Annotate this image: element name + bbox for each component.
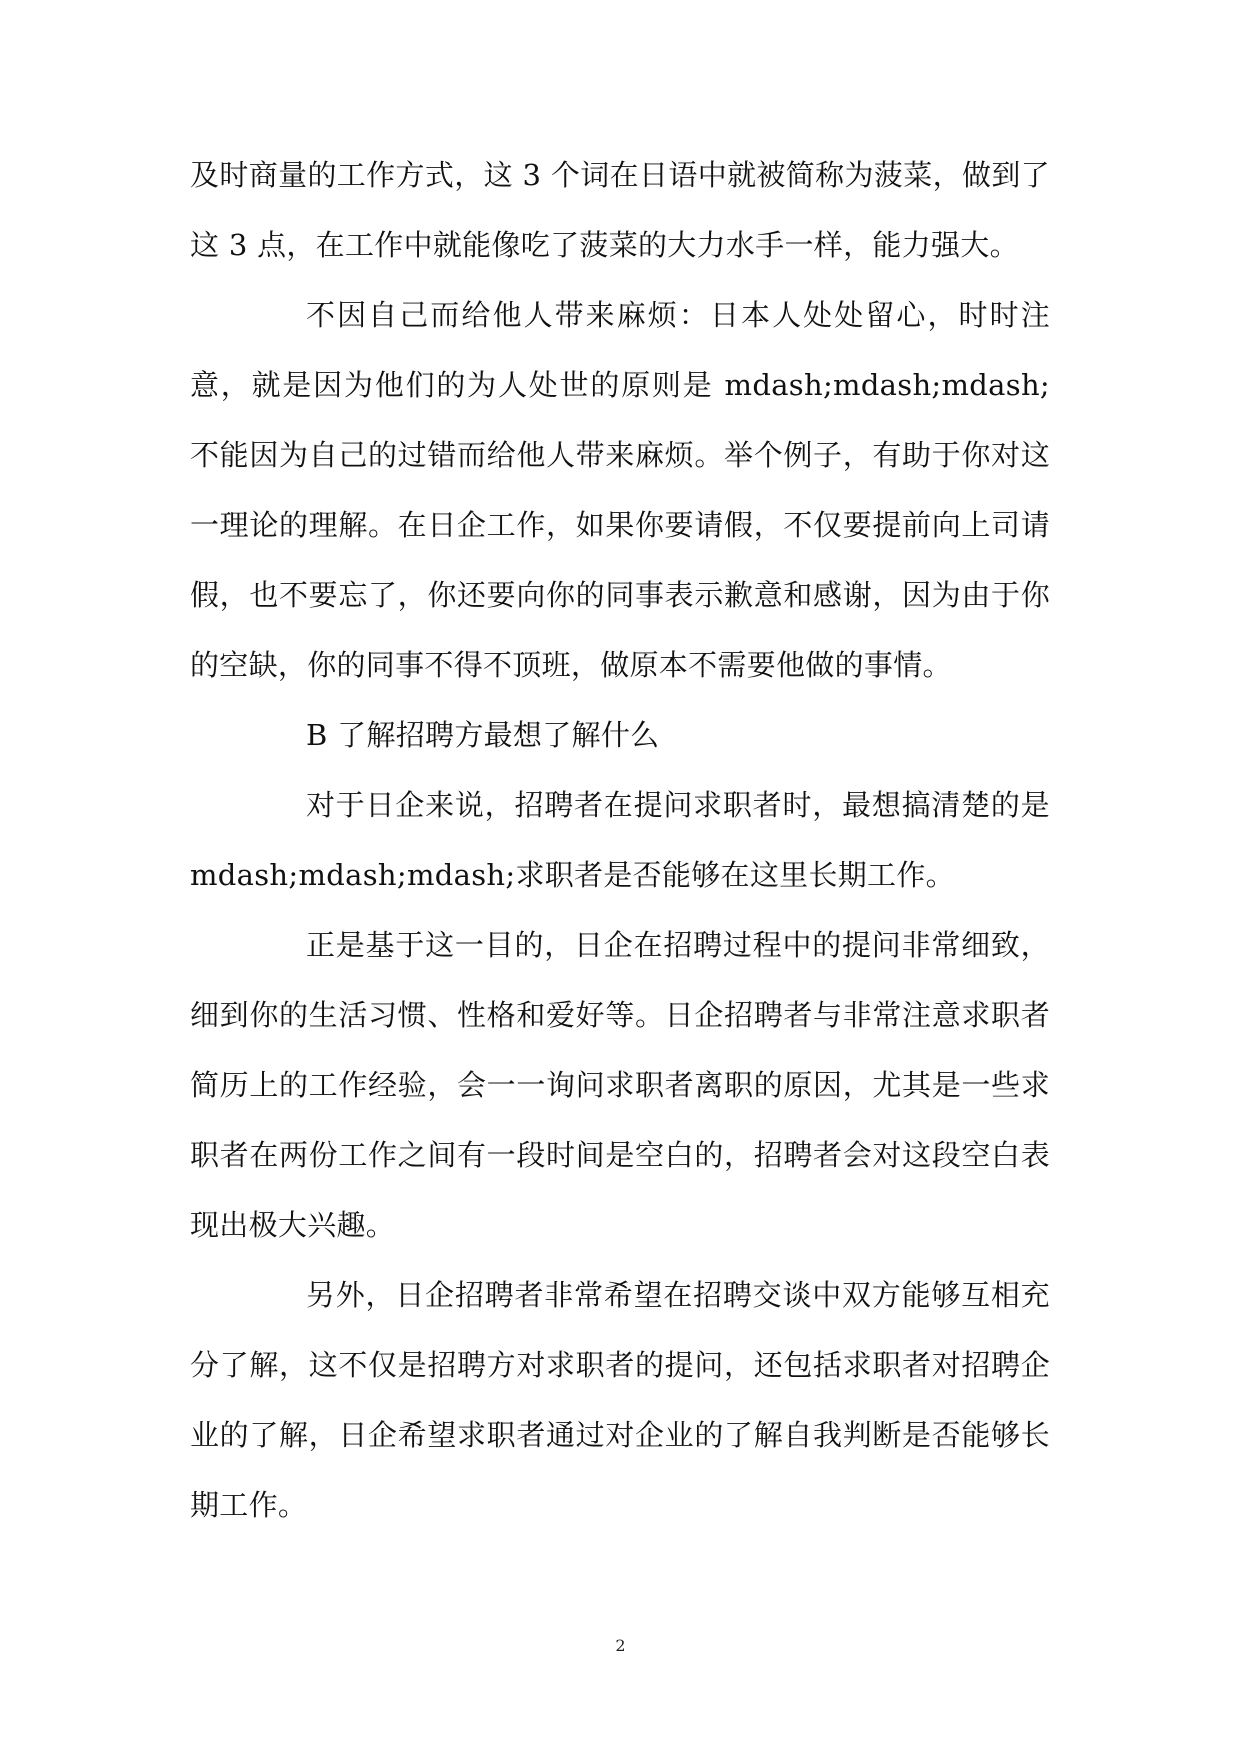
page-number: 2 xyxy=(615,1636,626,1655)
paragraph: 及时商量的工作方式，这 3 个词在日语中就被简称为菠菜，做到了这 3 点，在工作中就能像吃了菠菜的大力水手一样，能力强大。 xyxy=(190,158,1050,262)
paragraph: 对于日企来说，招聘者在提问求职者时，最想搞清楚的是 mdash;mdash;mdash;求职者是否能够在这里长期工作。 xyxy=(190,788,1050,892)
page-body xyxy=(190,140,1050,1540)
paragraph: 正是基于这一目的，日企在招聘过程中的提问非常细致，细到你的生活习惯、性格和爱好等。日企招聘者与非常注意求职者简历上的工作经验，会一一询问求职者离职的原因，尤其是一些求职者在两份工作之间有一段时间是空白的，招聘者会对这段空白表现出极大兴趣。 xyxy=(190,928,1050,1242)
section-heading: B 了解招聘方最想了解什么 xyxy=(306,718,660,752)
paragraph: 不因自己而给他人带来麻烦：日本人处处留心，时时注意，就是因为他们的为人处世的原则是 mdash;mdash;mdash;不能因为自己的过错而给他人带来麻烦。举个例子，有助于你对这一理论的理解。在日企工作，如果你要请假，不仅要提前向上司请假，也不要忘了，你还要向你的同事表示歉意和感谢，因为由于你的空缺，你的同事不得不顶班，做原本不需要他做的事情。 xyxy=(190,298,1050,682)
paragraph: 另外，日企招聘者非常希望在招聘交谈中双方能够互相充分了解，这不仅是招聘方对求职者的提问，还包括求职者对招聘企业的了解，日企希望求职者通过对企业的了解自我判断是否能够长期工作。 xyxy=(190,1278,1050,1522)
